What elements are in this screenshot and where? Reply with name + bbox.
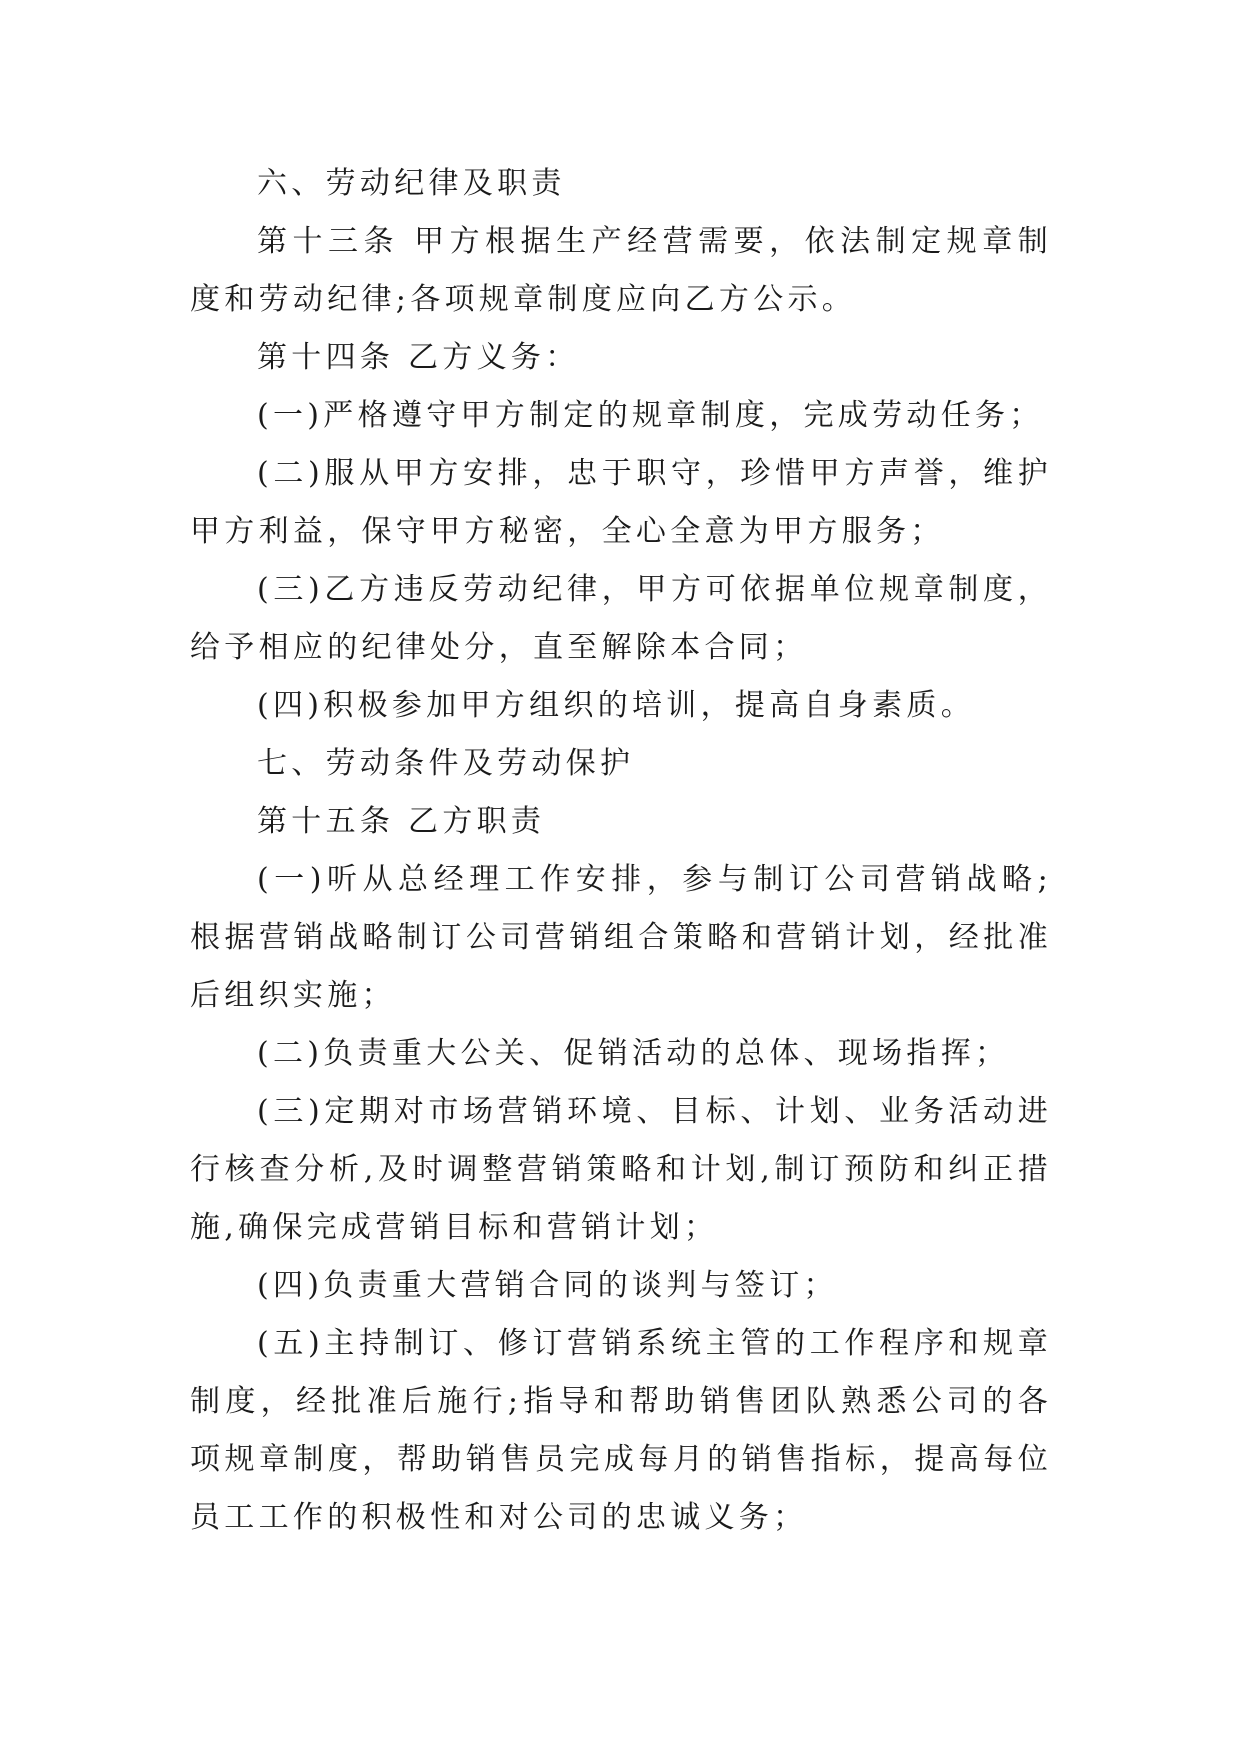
- article-15-heading: 第十五条 乙方职责: [257, 804, 546, 839]
- article-13-paragraph: 第十三条 甲方根据生产经营需要，依法制定规章制度和劳动纪律;各项规章制度应向乙方公示。: [190, 224, 1052, 317]
- article-14-item-3: (三)乙方违反劳动纪律，甲方可依据单位规章制度，给予相应的纪律处分，直至解除本合同；: [190, 572, 1052, 665]
- section-heading-labor-discipline: 六、劳动纪律及职责: [257, 166, 566, 201]
- document-body: [190, 155, 1052, 1547]
- article-14-heading: 第十四条 乙方义务：: [257, 340, 580, 375]
- section-heading-labor-conditions: 七、劳动条件及劳动保护: [257, 746, 635, 781]
- article-15-item-2: (二)负责重大公关、促销活动的总体、现场指挥；: [257, 1036, 1010, 1071]
- article-14-item-4: (四)积极参加甲方组织的培训，提高自身素质。: [257, 688, 976, 723]
- article-14-item-1: (一)严格遵守甲方制定的规章制度，完成劳动任务；: [257, 398, 1044, 433]
- article-15-item-5: (五)主持制订、修订营销系统主管的工作程序和规章制度，经批准后施行;指导和帮助销售团队熟悉公司的各项规章制度，帮助销售员完成每月的销售指标，提高每位员工工作的积极性和对公司的忠诚义务；: [190, 1326, 1052, 1535]
- article-15-item-4: (四)负责重大营销合同的谈判与签订；: [257, 1268, 838, 1303]
- article-15-item-1: (一)听从总经理工作安排，参与制订公司营销战略;根据营销战略制订公司营销组合策略和营销计划，经批准后组织实施；: [190, 862, 1052, 1013]
- article-15-item-3: (三)定期对市场营销环境、目标、计划、业务活动进行核查分析,及时调整营销策略和计划,制订预防和纠正措施,确保完成营销目标和营销计划；: [190, 1094, 1052, 1245]
- article-14-item-2: (二)服从甲方安排，忠于职守，珍惜甲方声誉，维护甲方利益，保守甲方秘密，全心全意为甲方服务；: [190, 456, 1052, 549]
